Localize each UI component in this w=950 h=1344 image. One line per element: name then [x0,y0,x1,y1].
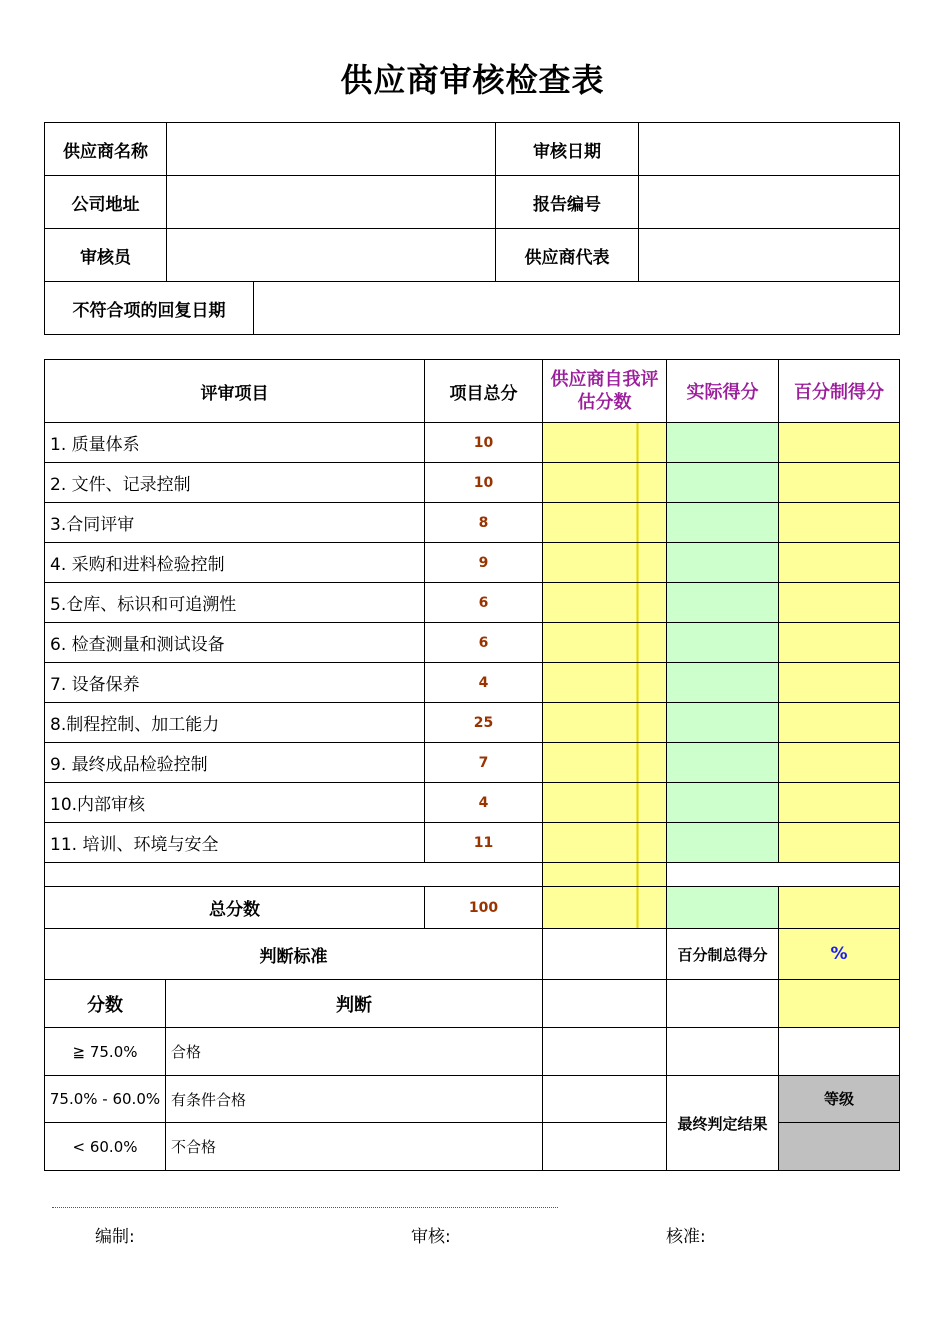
self-eval-cell[interactable] [543,783,667,823]
self-eval-cell[interactable] [543,743,667,783]
item-name: 7. 设备保养 [45,663,425,703]
self-eval-cell[interactable] [543,463,667,503]
item-name: 10.内部审核 [45,783,425,823]
percent-score-cell[interactable] [779,623,900,663]
criteria-blank [667,1028,779,1076]
table-row [45,583,900,623]
table-row [45,823,900,863]
item-name: 3.合同评审 [45,503,425,543]
table-row [45,543,900,583]
criteria-blank [667,980,779,1028]
self-eval-cell[interactable] [543,823,667,863]
percent-total-label: 百分制总得分 [667,929,779,980]
auditor-field[interactable] [167,229,496,282]
actual-score-cell[interactable] [667,503,779,543]
score-table [44,359,900,1171]
percent-total-value[interactable]: % [779,929,900,980]
total-value: 100 [425,887,543,929]
grade-label: 等级 [779,1076,900,1123]
table-row [45,783,900,823]
self-eval-cell[interactable] [543,423,667,463]
criteria-blank [543,980,667,1028]
actual-score-cell[interactable] [667,423,779,463]
actual-score-cell[interactable] [667,703,779,743]
percent-score-cell[interactable] [779,463,900,503]
level-result: 合格 [166,1028,543,1076]
self-eval-cell[interactable] [543,583,667,623]
percent-score-cell[interactable] [779,703,900,743]
grade-value[interactable] [779,1123,900,1171]
header-item: 评审项目 [45,360,425,423]
spacer-cell [543,863,667,887]
item-total-score: 10 [425,463,543,503]
item-name: 4. 采购和进料检验控制 [45,543,425,583]
item-name: 5.仓库、标识和可追溯性 [45,583,425,623]
percent-score-cell[interactable] [779,543,900,583]
actual-score-cell[interactable] [667,463,779,503]
percent-score-cell[interactable] [779,823,900,863]
approved-by: 核准: [666,1227,706,1247]
report-no-field[interactable] [639,176,900,229]
item-name: 2. 文件、记录控制 [45,463,425,503]
item-total-score: 6 [425,623,543,663]
self-eval-cell[interactable] [543,663,667,703]
percent-score-cell[interactable] [779,583,900,623]
page-title: 供应商审核检查表 [340,61,605,99]
audit-date-field[interactable] [639,123,900,176]
item-total-score: 8 [425,503,543,543]
item-total-score: 11 [425,823,543,863]
header-total: 项目总分 [425,360,543,423]
judge-header: 判断 [166,980,543,1028]
auditor-label: 审核员 [45,229,167,282]
item-name: 1. 质量体系 [45,423,425,463]
percent-score-cell[interactable] [779,663,900,703]
self-eval-cell[interactable] [543,543,667,583]
level-range: < 60.0% [45,1123,166,1171]
table-row [45,743,900,783]
criteria-blank [543,929,667,980]
level-range: 75.0% - 60.0% [45,1076,166,1123]
item-total-score: 6 [425,583,543,623]
item-name: 8.制程控制、加工能力 [45,703,425,743]
item-total-score: 4 [425,663,543,703]
table-row [45,703,900,743]
item-total-score: 10 [425,423,543,463]
item-total-score: 25 [425,703,543,743]
actual-total[interactable] [667,887,779,929]
item-total-score: 4 [425,783,543,823]
percent-total[interactable] [779,887,900,929]
total-label: 总分数 [45,887,425,929]
address-field[interactable] [167,176,496,229]
spacer-cell [667,863,900,887]
score-header: 分数 [45,980,166,1028]
self-eval-cell[interactable] [543,623,667,663]
percent-score-cell[interactable] [779,743,900,783]
item-total-score: 9 [425,543,543,583]
actual-score-cell[interactable] [667,623,779,663]
percent-score-cell[interactable] [779,503,900,543]
spacer-row [45,863,543,887]
percent-score-cell[interactable] [779,783,900,823]
supplier-name-label: 供应商名称 [45,123,167,176]
actual-score-cell[interactable] [667,663,779,703]
prepared-by: 编制: [95,1227,135,1247]
supplier-name-field[interactable] [167,123,496,176]
reply-date-label: 不符合项的回复日期 [45,282,254,335]
criteria-blank [543,1076,667,1123]
header-self-eval: 供应商自我评估分数 [543,360,667,423]
actual-score-cell[interactable] [667,823,779,863]
supplier-rep-field[interactable] [639,229,900,282]
level-result: 不合格 [166,1123,543,1171]
table-row [45,503,900,543]
self-eval-cell[interactable] [543,703,667,743]
criteria-title: 判断标准 [45,929,543,980]
address-label: 公司地址 [45,176,167,229]
self-eval-cell[interactable] [543,503,667,543]
level-range: ≧ 75.0% [45,1028,166,1076]
audit-date-label: 审核日期 [496,123,639,176]
reviewed-by: 审核: [411,1227,451,1247]
criteria-blank [543,1028,667,1076]
supplier-rep-label: 供应商代表 [496,229,639,282]
item-name: 6. 检查测量和测试设备 [45,623,425,663]
item-total-score: 7 [425,743,543,783]
footer-divider [52,1207,558,1208]
header-actual: 实际得分 [667,360,779,423]
self-eval-total[interactable] [543,887,667,929]
criteria-blank [779,1028,900,1076]
reply-date-field[interactable] [254,282,900,335]
final-result-label: 最终判定结果 [667,1076,779,1171]
item-name: 11. 培训、环境与安全 [45,823,425,863]
table-row [45,623,900,663]
criteria-blank [543,1123,667,1171]
table-row [45,663,900,703]
actual-score-cell[interactable] [667,543,779,583]
actual-score-cell[interactable] [667,743,779,783]
supplier-info-table [44,122,900,335]
actual-score-cell[interactable] [667,783,779,823]
table-row [45,423,900,463]
report-no-label: 报告编号 [496,176,639,229]
level-result: 有条件合格 [166,1076,543,1123]
item-name: 9. 最终成品检验控制 [45,743,425,783]
header-percent: 百分制得分 [779,360,900,423]
criteria-yellow-cell [779,980,900,1028]
percent-score-cell[interactable] [779,423,900,463]
actual-score-cell[interactable] [667,583,779,623]
table-row [45,463,900,503]
